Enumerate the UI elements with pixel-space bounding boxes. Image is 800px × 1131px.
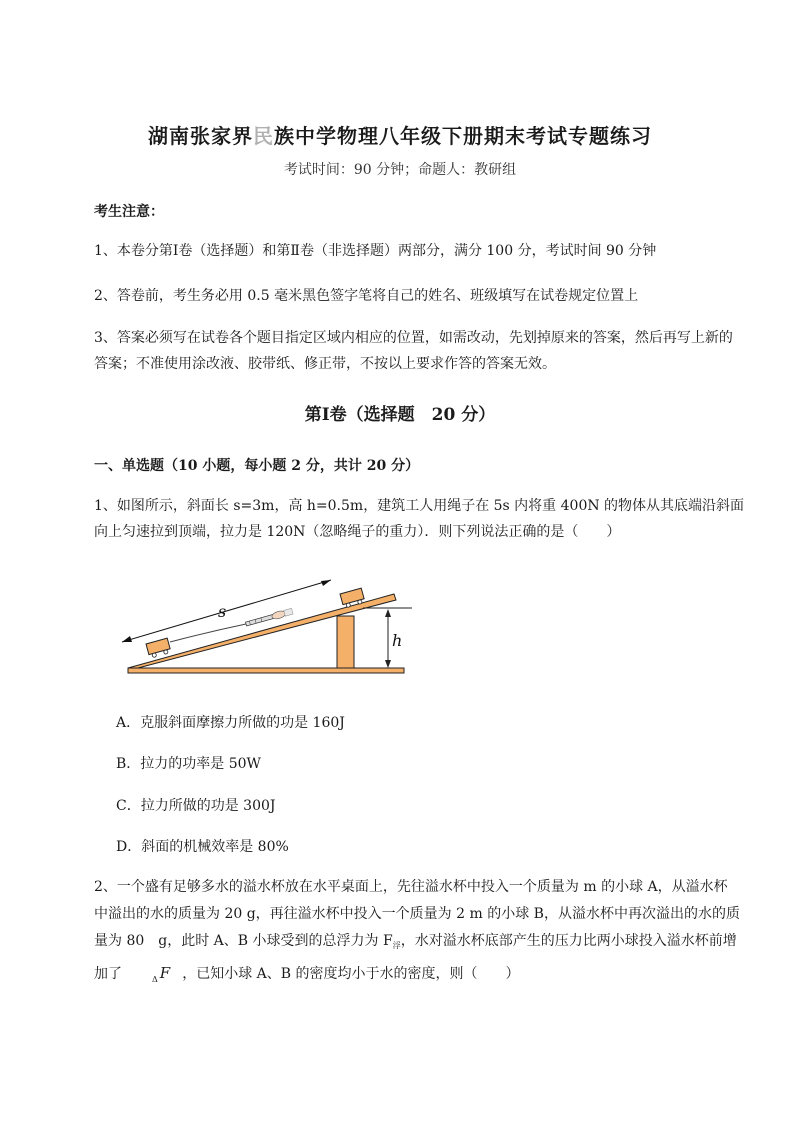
delta-f-symbol [152,964,170,982]
q2-line4-text: 加了 [94,966,122,982]
exam-info: 考试时间：90 分钟；命题人：教研组 [283,162,517,178]
delta-subscript: Δ [152,975,158,984]
s-arrow-head-left [122,636,132,642]
q2-line3-text-end: ，水对溢水杯底部产生的压力比两小球投入溢水杯前增 [400,933,737,949]
title-part-1: 湖南张家界 [148,124,253,148]
question-1-stem: 1、如图所示，斜面长 s=3m，高 h=0.5m，建筑工人用绳子在 5s 内将重 400N 的物体从其底端沿斜面向上匀速拉到顶端，拉力是 120N（忽略绳子的重力）．则下列说法正确的是（ ） [94,498,745,540]
q1-option-a[interactable]: A．克服斜面摩擦力所做的功是 160J [116,715,345,731]
ground-plank [128,668,404,673]
s-arrow-head-right [321,580,331,586]
cart-bottom [146,638,171,658]
section-title: 第Ⅰ卷（选择题 20 分） [304,405,496,425]
buoyancy-subscript: 浮 [392,941,401,950]
h-arrow-head-bottom [385,660,391,668]
question-2-line-3 [94,930,737,951]
notice-item-3: 3、答案必须写在试卷各个题目指定区域内相应的位置，如需改动，先划掉原来的答案，然后再写上新的答案；不准使用涂改液、胶带纸、修正带，不按以上要求作答的答案无效。 [94,330,733,372]
label-s: s [218,602,227,621]
h-arrow-head-top [385,609,391,617]
s-arrow-line [122,580,331,642]
question-2-line-4 [94,963,520,984]
question-2-line-2: 中溢出的水的质量为 20 g，再往溢水杯中投入一个质量为 2 m 的小球 B，从溢水杯中再次溢出的水的质 [94,906,740,922]
page-title [0,120,800,149]
q1-option-b[interactable]: B．拉力的功率是 50W [116,756,261,772]
delta-variable: F [159,964,171,982]
q1-option-d[interactable]: D．斜面的机械效率是 80% [116,839,289,855]
notice-item-1: 1、本卷分第Ⅰ卷（选择题）和第Ⅱ卷（非选择题）两部分，满分 100 分，考试时间 90 分钟 [94,243,657,259]
title-watermark-char: 民 [253,124,274,148]
label-h: h [392,631,403,650]
notice-item-2: 2、答卷前，考生务必用 0.5 毫米黑色签字笔将自己的姓名、班级填写在试卷规定位置上 [94,288,639,304]
incline-diagram [118,572,418,682]
question-2-line-1: 2、一个盛有足够多水的溢水杯放在水平桌面上，先往溢水杯中投入一个质量为 m 的小球 A，从溢水杯 [94,879,728,895]
question-group-heading: 一、单选题（10 小题，每小题 2 分，共计 20 分） [94,458,420,474]
notice-heading: 考生注意： [94,204,164,220]
q2-line3-text: 量为 80 g，此时 A、B 小球受到的总浮力为 F [94,933,393,949]
q2-line4-text-end: ，已知小球 A、B 的密度均小于水的密度，则（ ） [182,966,520,982]
incline-board [128,594,396,668]
support-post [337,616,354,668]
q1-option-c[interactable]: C．拉力所做的功是 300J [116,798,276,814]
title-part-2: 族中学物理八年级下册期末考试专题练习 [274,124,652,148]
